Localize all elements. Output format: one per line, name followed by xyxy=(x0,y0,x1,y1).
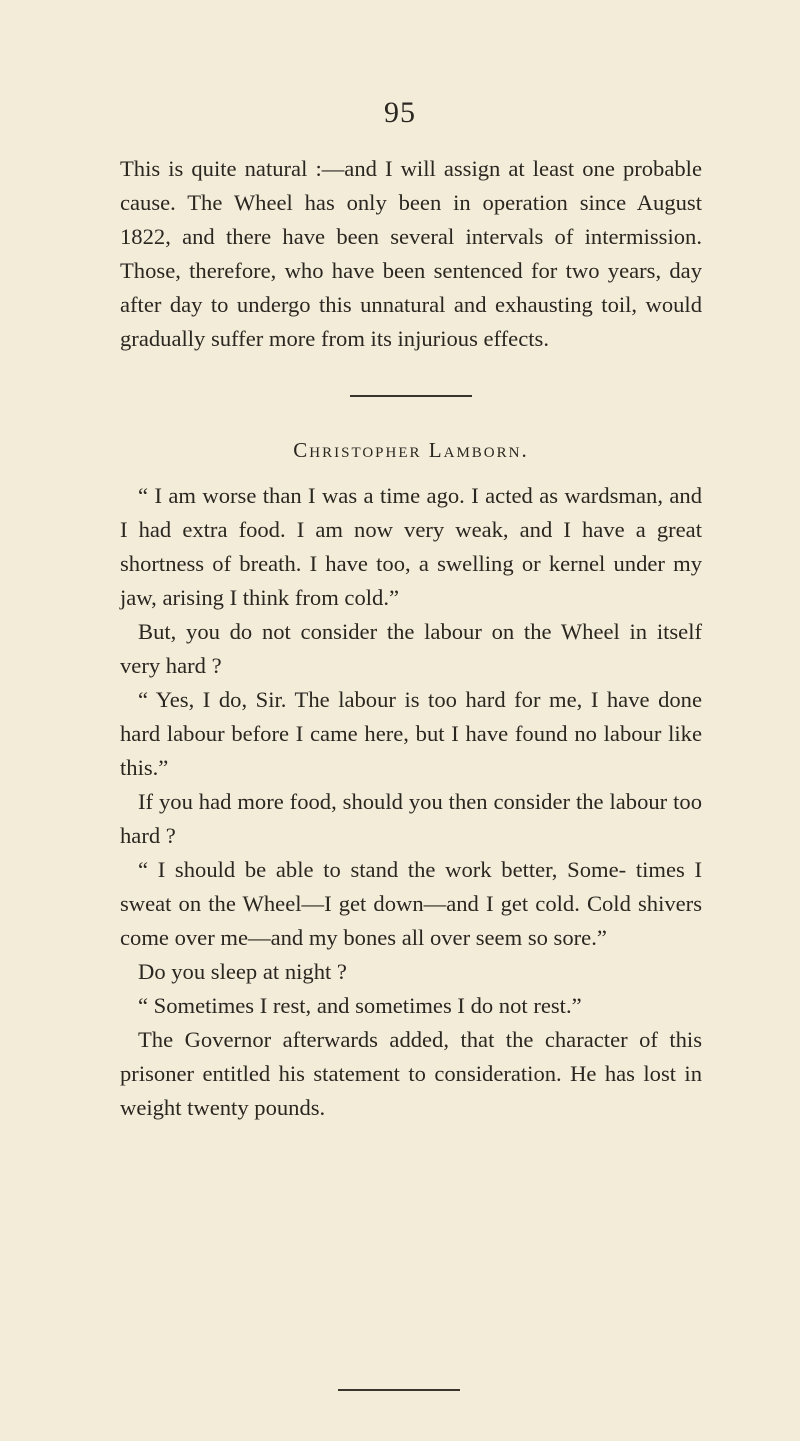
testimony-paragraph: “ I am worse than I was a time ago. I acted as wardsman, and I had extra food. I am now very weak, and I have a great shortness of breath. I have too, a swelling or kernel under my jaw, arising I think from cold.” xyxy=(120,483,702,610)
page-body xyxy=(120,152,702,1125)
question-paragraph: But, you do not consider the labour on the Wheel in itself very hard ? xyxy=(120,619,702,678)
testimony-paragraph: “ Yes, I do, Sir. The labour is too hard for me, I have done hard labour before I came here, but I have found no labour like this.” xyxy=(120,687,702,780)
testimony-paragraph: “ I should be able to stand the work better, Some- times I sweat on the Wheel—I get down—and I get cold. Cold shivers come over me—and my bones all over seem so sore.” xyxy=(120,857,702,950)
section-divider xyxy=(350,395,472,397)
section-heading: Christopher Lamborn. xyxy=(293,438,529,462)
opening-paragraph: This is quite natural :—and I will assign at least one probable cause. The Wheel has only been in operation since August 1822, and there have been several intervals of intermission. Those, therefore, who have been sentenced for two years, day after day to undergo this unnatural and exhausting toil, would gradually suffer more from its injurious effects. xyxy=(120,156,702,351)
closing-rule xyxy=(338,1389,460,1391)
closing-paragraph: The Governor afterwards added, that the character of this prisoner entitled his statement to consideration. He has lost in weight twenty pounds. xyxy=(120,1027,702,1120)
testimony-paragraph: “ Sometimes I rest, and sometimes I do not rest.” xyxy=(138,993,582,1018)
page-number: 95 xyxy=(384,96,416,129)
question-paragraph: Do you sleep at night ? xyxy=(138,959,347,984)
question-paragraph: If you had more food, should you then consider the labour too hard ? xyxy=(120,789,702,848)
